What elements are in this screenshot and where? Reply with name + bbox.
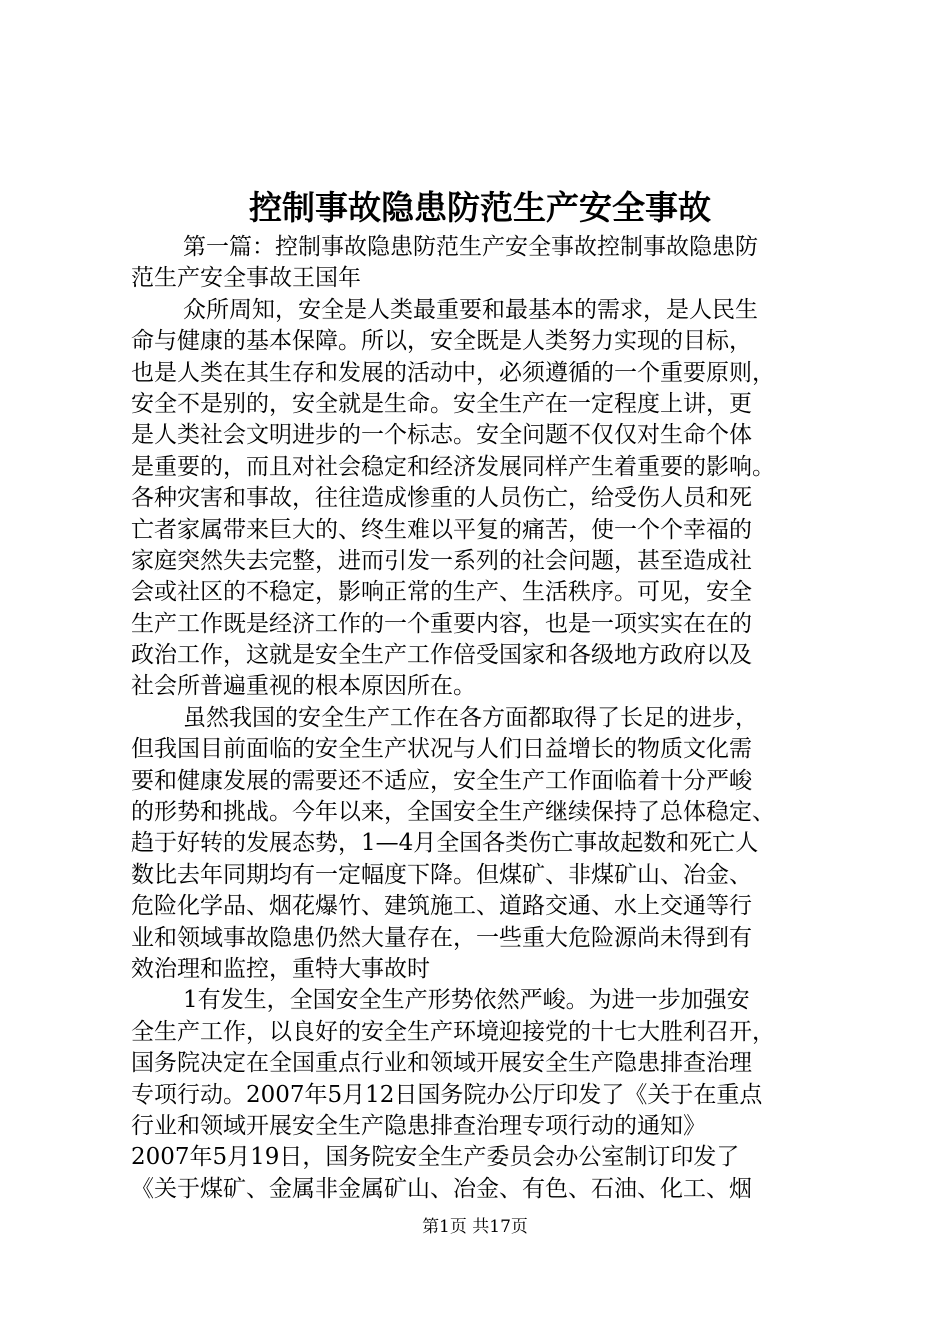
paragraph-line: 众所周知，安全是人类最重要和最基本的需求，是人民生	[183, 296, 758, 323]
paragraph-line: 要和健康发展的需要还不适应，安全生产工作面临着十分严峻	[131, 767, 752, 794]
paragraph-line: 2007年5月19日，国务院安全生产委员会办公室制订印发了	[131, 1144, 740, 1171]
paragraph-line: 亡者家属带来巨大的、终生难以平复的痛苦，使一个个幸福的	[131, 516, 752, 543]
paragraph-line: 虽然我国的安全生产工作在各方面都取得了长足的进步，	[183, 704, 758, 731]
paragraph-line: 家庭突然失去完整，进而引发一系列的社会问题，甚至造成社	[131, 547, 752, 574]
paragraph-line: 社会所普遍重视的根本原因所在。	[131, 673, 476, 700]
paragraph-line: 危险化学品、烟花爆竹、建筑施工、道路交通、水上交通等行	[131, 893, 752, 920]
paragraph	[131, 703, 851, 986]
paragraph-line: 全生产工作，以良好的安全生产环境迎接党的十七大胜利召开，	[131, 1018, 775, 1045]
paragraph-line: 政治工作，这就是安全生产工作倍受国家和各级地方政府以及	[131, 642, 752, 669]
paragraph-line: 的形势和挑战。今年以来，全国安全生产继续保持了总体稳定、	[131, 799, 775, 826]
paragraph-line: 国务院决定在全国重点行业和领域开展安全生产隐患排查治理	[131, 1050, 752, 1077]
paragraph-line: 1有发生，全国安全生产形势依然严峻。为进一步加强安	[183, 987, 750, 1014]
paragraph-line: 第一篇：控制事故隐患防范生产安全事故控制事故隐患防	[183, 234, 758, 260]
paragraph-line: 是人类社会文明进步的一个标志。安全问题不仅仅对生命个体	[131, 422, 752, 449]
document-body	[131, 232, 851, 1205]
paragraph-line: 范生产安全事故王国年	[131, 265, 361, 292]
paragraph-line: 数比去年同期均有一定幅度下降。但煤矿、非煤矿山、冶金、	[131, 861, 752, 888]
paragraph-line: 但我国目前面临的安全生产状况与人们日益增长的物质文化需	[131, 736, 752, 763]
page-footer: 第1页 共17页	[422, 1217, 528, 1237]
paragraph-line: 各种灾害和事故，往往造成惨重的人员伤亡，给受伤人员和死	[131, 485, 752, 512]
paragraph-line: 会或社区的不稳定，影响正常的生产、生活秩序。可见，安全	[131, 579, 752, 606]
paragraph	[131, 295, 851, 703]
paragraph	[131, 232, 851, 295]
paragraph-line: 专项行动。2007年5月12日国务院办公厅印发了《关于在重点	[131, 1081, 763, 1108]
paragraph-line: 趋于好转的发展态势，1—4月全国各类伤亡事故起数和死亡人	[131, 830, 759, 857]
paragraph-line: 命与健康的基本保障。所以，安全既是人类努力实现的目标，	[131, 328, 752, 355]
paragraph-line: 业和领域事故隐患仍然大量存在，一些重大危险源尚未得到有	[131, 924, 752, 951]
paragraph-line: 效治理和监控，重特大事故时	[131, 955, 430, 982]
paragraph-line: 也是人类在其生存和发展的活动中，必须遵循的一个重要原则，	[131, 359, 775, 386]
paragraph-line: 《关于煤矿、金属非金属矿山、冶金、有色、石油、化工、烟	[131, 1175, 752, 1202]
paragraph-line: 生产工作既是经济工作的一个重要内容，也是一项实实在在的	[131, 610, 752, 637]
paragraph-line: 是重要的，而且对社会稳定和经济发展同样产生着重要的影响。	[131, 453, 775, 480]
paragraph-line: 安全不是别的，安全就是生命。安全生产在一定程度上讲，更	[131, 390, 752, 417]
paragraph	[131, 985, 851, 1205]
paragraph-line: 行业和领域开展安全生产隐患排查治理专项行动的通知》	[131, 1112, 706, 1139]
document-title: 控制事故隐患防范生产安全事故	[249, 188, 711, 227]
